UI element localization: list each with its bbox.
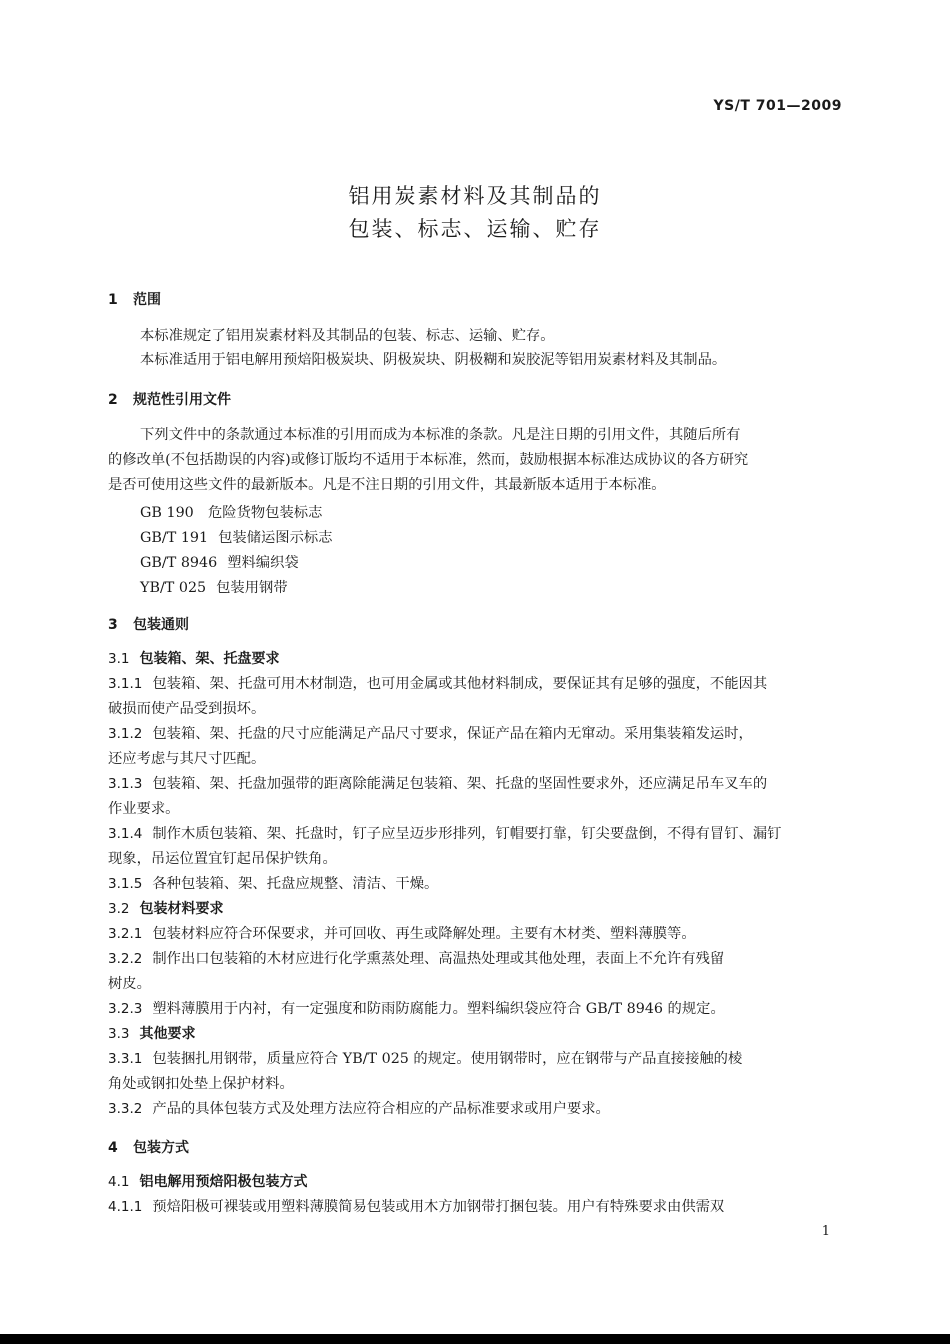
reference-code: GB 190 bbox=[140, 505, 194, 521]
clause-number: 3.1.3 bbox=[108, 776, 143, 792]
clause-3-1-3 bbox=[108, 772, 842, 797]
clause-continuation: 作业要求。 bbox=[108, 801, 180, 817]
section-title: 包装通则 bbox=[133, 617, 189, 633]
clause-number: 3.1 bbox=[108, 651, 130, 667]
section-number: 2 bbox=[108, 392, 118, 408]
subsection-title: 包装材料要求 bbox=[139, 901, 224, 917]
clause-text: 包装箱、架、托盘可用木材制造，也可用金属或其他材料制成，要保证其有足够的强度，不能因其 bbox=[152, 676, 768, 692]
paragraph: 本标准规定了铝用炭素材料及其制品的包装、标志、运输、贮存。 bbox=[140, 328, 555, 344]
document-title-line1: 铝用炭素材料及其制品的 bbox=[348, 184, 602, 208]
clause-number: 3.1.2 bbox=[108, 726, 143, 742]
paragraph-line: 下列文件中的条款通过本标准的引用而成为本标准的条款。凡是注日期的引用文件，其随后所有 bbox=[140, 427, 741, 443]
subsection-3-2-heading bbox=[108, 897, 842, 922]
clause-text: 包装捆扎用钢带，质量应符合 YB/T 025 的规定。使用钢带时，应在钢带与产品直接接触的棱 bbox=[152, 1051, 743, 1067]
standard-code: YS/T 701—2009 bbox=[713, 98, 842, 114]
reference-item bbox=[140, 552, 299, 572]
subsection-3-1-heading bbox=[108, 647, 842, 672]
clause-number: 4.1 bbox=[108, 1174, 130, 1190]
paragraph-line: 的修改单(不包括勘误的内容)或修订版均不适用于本标准，然而，鼓励根据本标准达成协议的各方研究 bbox=[108, 452, 749, 468]
clause-3-2-1 bbox=[108, 922, 842, 947]
subsection-title: 包装箱、架、托盘要求 bbox=[139, 651, 280, 667]
clause-number: 3.2.2 bbox=[108, 951, 143, 967]
clause-3-3-2 bbox=[108, 1097, 842, 1122]
section-number: 1 bbox=[108, 292, 118, 308]
clause-text: 塑料薄膜用于内衬，有一定强度和防雨防腐能力。塑料编织袋应符合 GB/T 8946 的规定。 bbox=[152, 1001, 725, 1017]
reference-name: 包装储运图示标志 bbox=[218, 530, 333, 546]
document-title-line2: 包装、标志、运输、贮存 bbox=[348, 217, 602, 241]
clause-number: 4.1.1 bbox=[108, 1199, 143, 1215]
clause-3-1-1 bbox=[108, 672, 842, 697]
clause-number: 3.3.2 bbox=[108, 1101, 143, 1117]
reference-item bbox=[140, 577, 288, 597]
clause-number: 3.1.5 bbox=[108, 876, 143, 892]
subsection-title: 其他要求 bbox=[139, 1026, 196, 1042]
clause-number: 3.3.1 bbox=[108, 1051, 143, 1067]
clause-continuation: 破损而使产品受到损坏。 bbox=[108, 701, 266, 717]
clause-continuation: 角处或钢扣处垫上保护材料。 bbox=[108, 1076, 294, 1092]
clause-3-2-2 bbox=[108, 947, 842, 972]
bottom-border bbox=[0, 1334, 950, 1344]
subsection-3-3-heading bbox=[108, 1022, 842, 1047]
section-3-heading bbox=[108, 614, 189, 634]
clause-text: 包装材料应符合环保要求，并可回收、再生或降解处理。主要有木材类、塑料薄膜等。 bbox=[152, 926, 696, 942]
section-4-heading bbox=[108, 1137, 189, 1157]
section-number: 3 bbox=[108, 617, 118, 633]
reference-code: YB/T 025 bbox=[140, 580, 207, 596]
subsection-4-1-heading bbox=[108, 1170, 842, 1195]
subsection-title: 铝电解用预焙阳极包装方式 bbox=[139, 1174, 308, 1190]
clause-continuation: 还应考虑与其尺寸匹配。 bbox=[108, 751, 266, 767]
paragraph: 本标准适用于铝电解用预焙阳极炭块、阴极炭块、阴极糊和炭胶泥等铝用炭素材料及其制品。 bbox=[140, 352, 727, 368]
clause-text: 包装箱、架、托盘的尺寸应能满足产品尺寸要求，保证产品在箱内无窜动。采用集装箱发运时， bbox=[152, 726, 753, 742]
clause-number: 3.2 bbox=[108, 901, 130, 917]
clause-number: 3.3 bbox=[108, 1026, 130, 1042]
section-title: 包装方式 bbox=[133, 1140, 189, 1156]
section-title: 范围 bbox=[133, 292, 161, 308]
clause-3-1-2 bbox=[108, 722, 842, 747]
clause-3-1-5 bbox=[108, 872, 842, 897]
section-title: 规范性引用文件 bbox=[133, 392, 231, 408]
paragraph-line: 是否可使用这些文件的最新版本。凡是不注日期的引用文件，其最新版本适用于本标准。 bbox=[108, 477, 666, 493]
clause-4-1-1 bbox=[108, 1195, 842, 1220]
clause-text: 产品的具体包装方式及处理方法应符合相应的产品标准要求或用户要求。 bbox=[152, 1101, 610, 1117]
clause-text: 制作出口包装箱的木材应进行化学熏蒸处理、高温热处理或其他处理，表面上不允许有残留 bbox=[152, 951, 725, 967]
clause-3-3-1 bbox=[108, 1047, 842, 1072]
reference-code: GB/T 8946 bbox=[140, 555, 218, 571]
reference-item bbox=[140, 527, 333, 547]
section-1-heading bbox=[108, 289, 161, 309]
clause-continuation: 树皮。 bbox=[108, 976, 151, 992]
clause-text: 制作木质包装箱、架、托盘时，钉子应呈迈步形排列，钉帽要打靠，钉尖要盘倒，不得有冒钉、漏钉 bbox=[152, 826, 782, 842]
clause-text: 各种包装箱、架、托盘应规整、清洁、干燥。 bbox=[152, 876, 439, 892]
reference-name: 塑料编织袋 bbox=[227, 555, 299, 571]
page-number: 1 bbox=[821, 1224, 830, 1239]
reference-name: 包装用钢带 bbox=[216, 580, 288, 596]
clause-number: 3.2.3 bbox=[108, 1001, 143, 1017]
reference-name: 危险货物包装标志 bbox=[208, 505, 323, 521]
reference-code: GB/T 191 bbox=[140, 530, 209, 546]
clause-3-1-4 bbox=[108, 822, 842, 847]
section-2-heading bbox=[108, 389, 231, 409]
clause-number: 3.1.1 bbox=[108, 676, 143, 692]
clause-number: 3.1.4 bbox=[108, 826, 143, 842]
clause-continuation: 现象，吊运位置宜钉起吊保护铁角。 bbox=[108, 851, 337, 867]
clause-text: 包装箱、架、托盘加强带的距离除能满足包装箱、架、托盘的坚固性要求外，还应满足吊车叉车的 bbox=[152, 776, 768, 792]
clause-number: 3.2.1 bbox=[108, 926, 143, 942]
section-number: 4 bbox=[108, 1140, 118, 1156]
clause-text: 预焙阳极可裸装或用塑料薄膜简易包装或用木方加钢带打捆包装。用户有特殊要求由供需双 bbox=[152, 1199, 725, 1215]
reference-item bbox=[140, 502, 322, 522]
clause-3-2-3 bbox=[108, 997, 842, 1022]
